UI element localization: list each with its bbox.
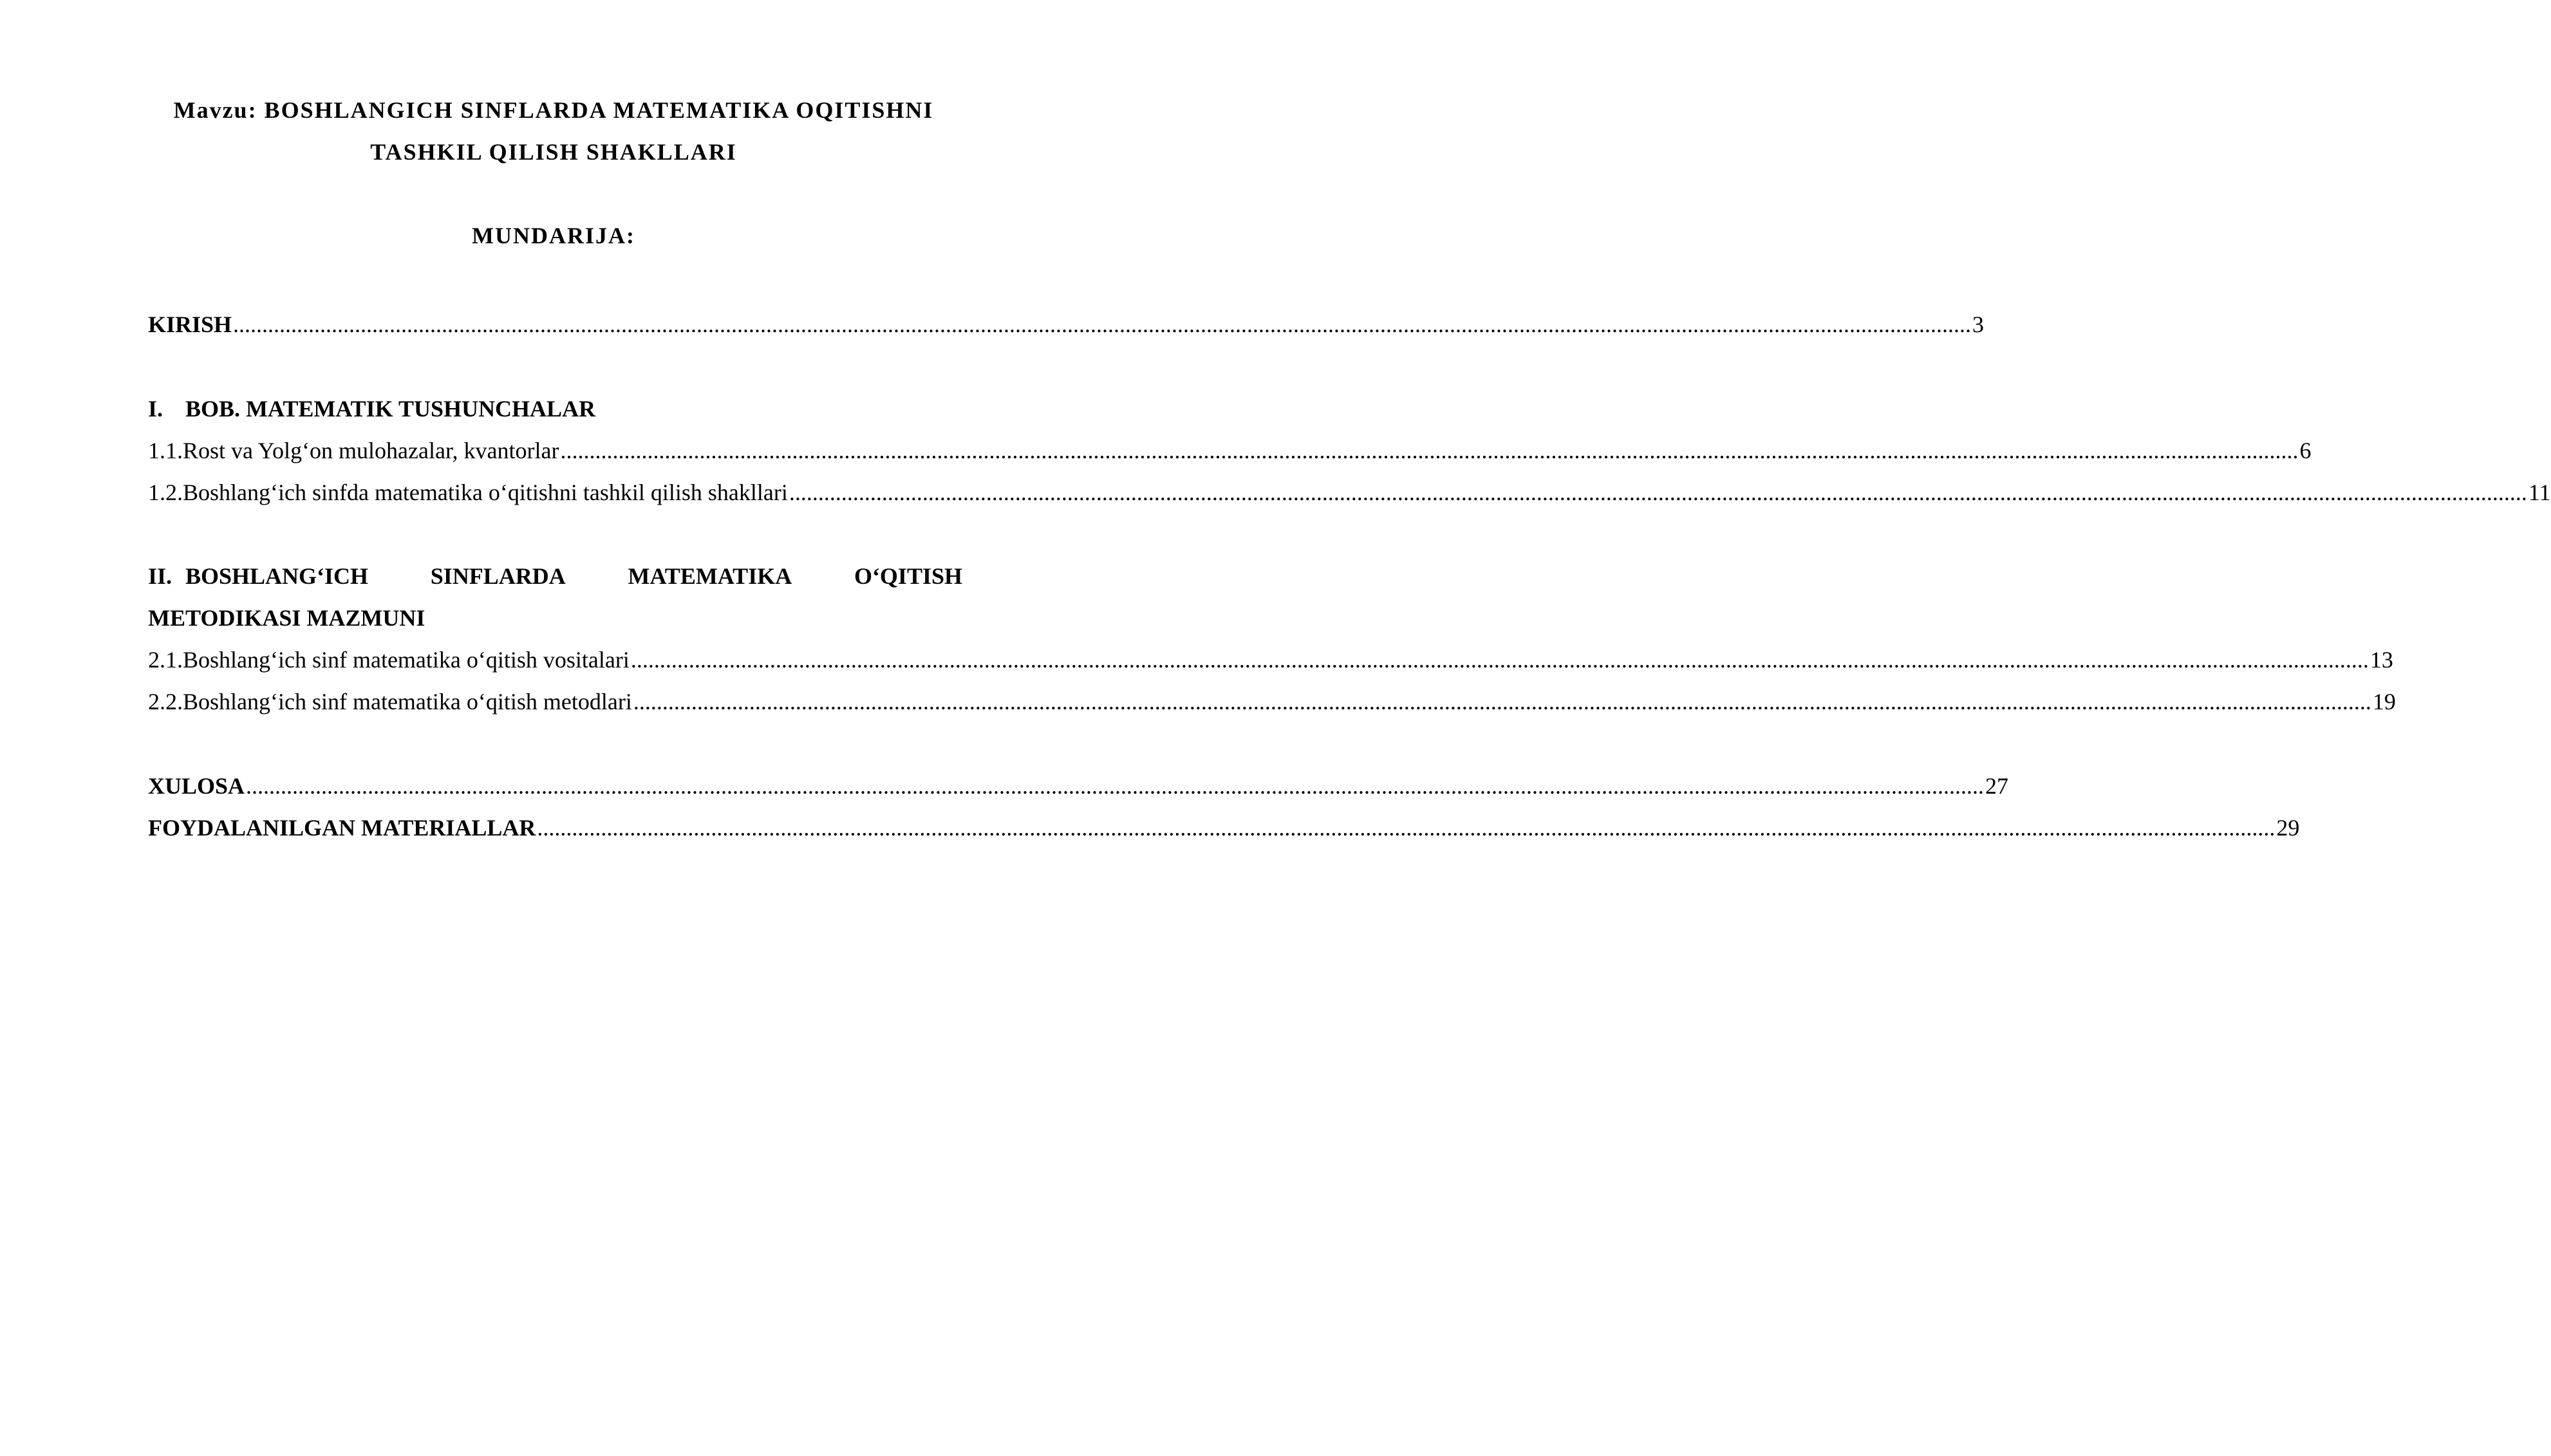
toc-entry-page: 29 [2276,815,2300,841]
toc-entry-intro [148,310,1985,339]
dot-leader: ............................................................................................................................................................................................................................................................................................................ [233,312,1972,337]
dot-leader: ............................................................................................................................................................................................................................................................................................................ [633,689,2371,714]
toc-entry-1-1 [148,436,2312,465]
toc-chapter-2 [148,562,962,590]
toc-entry-label: 2.2.Boshlang‘ich sinf matematika o‘qitish metodlari [148,689,632,714]
toc-entry-label: XULOSA [148,773,245,799]
chapter-title-word: SINFLARDA [430,563,566,589]
chapter-title: BOB. MATEMATIK TUSHUNCHALAR [185,396,596,422]
chapter-title-word: BOSHLANG‘ICH [185,563,369,589]
toc-entry-page: 13 [2369,647,2393,673]
chapter-number: I. [148,396,164,422]
toc-entry-label: FOYDALANILGAN MATERIALLAR [148,815,536,841]
dot-leader: ............................................................................................................................................................................................................................................................................................................ [537,815,2275,841]
toc-entry-label: 2.1.Boshlang‘ich sinf matematika o‘qitish vositalari [148,647,630,673]
toc-entry-2-2 [148,687,2396,716]
chapter-number: II. [148,563,173,589]
dot-leader: ............................................................................................................................................................................................................................................................................................................ [246,773,1985,799]
toc-chapter-2-line-2: METODIKASI MAZMUNI [148,605,425,631]
dot-leader: ............................................................................................................................................................................................................................................................................................................ [789,480,2527,505]
toc-entry-label: 1.2.Boshlang‘ich sinfda matematika o‘qitishni tashkil qilish shakllari [148,480,788,505]
toc-entry-page: 11 [2528,480,2551,505]
toc-entry-page: 19 [2372,689,2396,714]
toc-entry-page: 27 [1985,773,2009,799]
document-title-line-1: Mavzu: BOSHLANGICH SINFLARDA MATEMATIKA OQITISHNI [173,97,934,123]
dot-leader: ............................................................................................................................................................................................................................................................................................................ [630,647,2369,673]
chapter-title-part [148,562,368,590]
chapter-title-word: MATEMATIKA [628,563,792,589]
toc-entry-1-2 [148,478,2551,507]
toc-entry-2-1 [148,646,2393,674]
toc-entry-references [148,814,2300,842]
document-title-line-2: TASHKIL QILISH SHAKLLARI [370,139,737,165]
toc-entry-page: 3 [1972,312,1985,337]
toc-entry-conclusion [148,772,2009,800]
dot-leader: ............................................................................................................................................................................................................................................................................................................ [560,438,2299,463]
toc-entry-label: 1.1.Rost va Yolg‘on mulohazalar, kvantorlar [148,438,559,463]
chapter-title-word: O‘QITISH [854,563,962,589]
toc-entry-page: 6 [2299,438,2312,463]
toc-heading: MUNDARIJA: [472,223,635,248]
toc-chapter-1 [148,395,595,423]
toc-entry-label: KIRISH [148,312,232,337]
